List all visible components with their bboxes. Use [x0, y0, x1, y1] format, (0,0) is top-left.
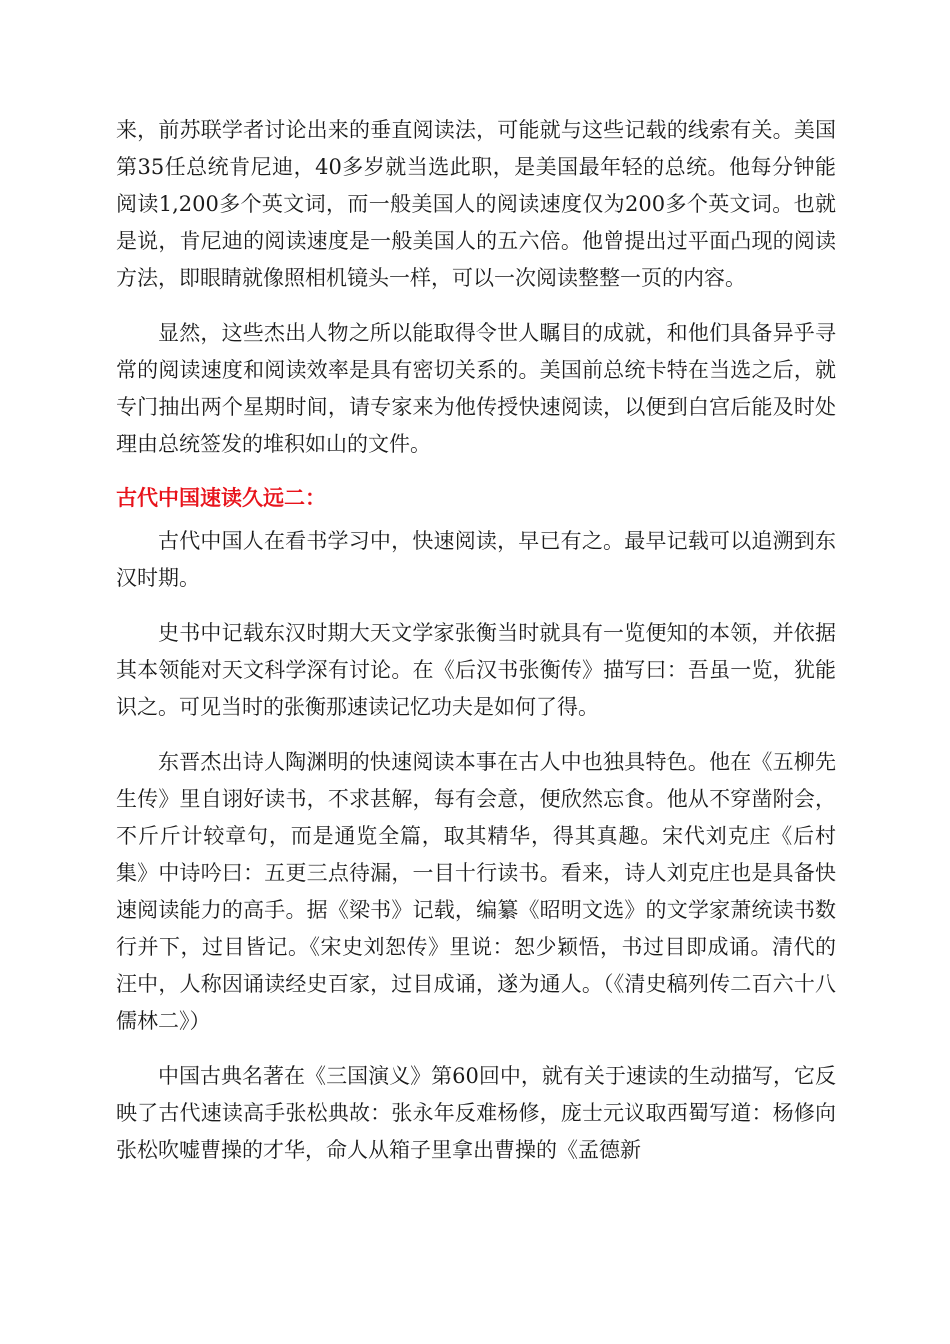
paragraph-kennedy: 来，前苏联学者讨论出来的垂直阅读法，可能就与这些记载的线索有关。美国第35任总统肯尼迪，40多岁就当选此职，是美国最年轻的总统。他每分钟能阅读1,200多个英文词，而一般美国人的阅读速度仅为200多个英文词。也就是说，肯尼迪的阅读速度是一般美国人的五六倍。他曾提出过平面凸现的阅读方法，即眼睛就像照相机镜头一样，可以一次阅读整整一页的内容。 — [116, 118, 836, 290]
paragraph-ancient-intro: 古代中国人在看书学习中，快速阅读，早已有之。最早记载可以追溯到东汉时期。 — [116, 529, 836, 590]
paragraph-three-kingdoms: 中国古典名著在《三国演义》第60回中，就有关于速读的生动描写，它反映了古代速读高手张松典故：张永年反难杨修，庞士元议取西蜀写道：杨修向张松吹嘘曹操的才华，命人从箱子里拿出曹操的《孟德新 — [116, 1064, 836, 1162]
paragraph-tao-yuanming: 东晋杰出诗人陶渊明的快速阅读本事在古人中也独具特色。他在《五柳先生传》里自诩好读书，不求甚解，每有会意，便欣然忘食。他从不穿凿附会，不斤斤计较章句，而是通览全篇，取其精华，得其真趣。宋代刘克庄《后村集》中诗吟曰：五更三点待漏，一目十行读书。看来，诗人刘克庄也是具备快速阅读能力的高手。据《梁书》记载，编纂《昭明文选》的文学家萧统读书数行并下，过目皆记。《宋史刘恕传》里说：恕少颖悟，书过目即成诵。清代的汪中，人称因诵读经史百家，过目成诵，遂为通人。（《清史稿列传二百六十八儒林二》） — [116, 750, 836, 1033]
section-heading: 古代中国速读久远二： — [116, 486, 326, 510]
paragraph-carter: 显然，这些杰出人物之所以能取得令世人瞩目的成就，和他们具备异乎寻常的阅读速度和阅读效率是具有密切关系的。美国前总统卡特在当选之后，就专门抽出两个星期时间，请专家来为他传授快速阅读，以便到白宫后能及时处理由总统签发的堆积如山的文件。 — [116, 321, 836, 456]
document-body — [116, 112, 836, 1187]
paragraph-zhang-heng: 史书中记载东汉时期大天文学家张衡当时就具有一览便知的本领，并依据其本领能对天文科学深有讨论。在《后汉书张衡传》描写曰：吾虽一览，犹能识之。可见当时的张衡那速读记忆功夫是如何了得。 — [116, 621, 836, 719]
